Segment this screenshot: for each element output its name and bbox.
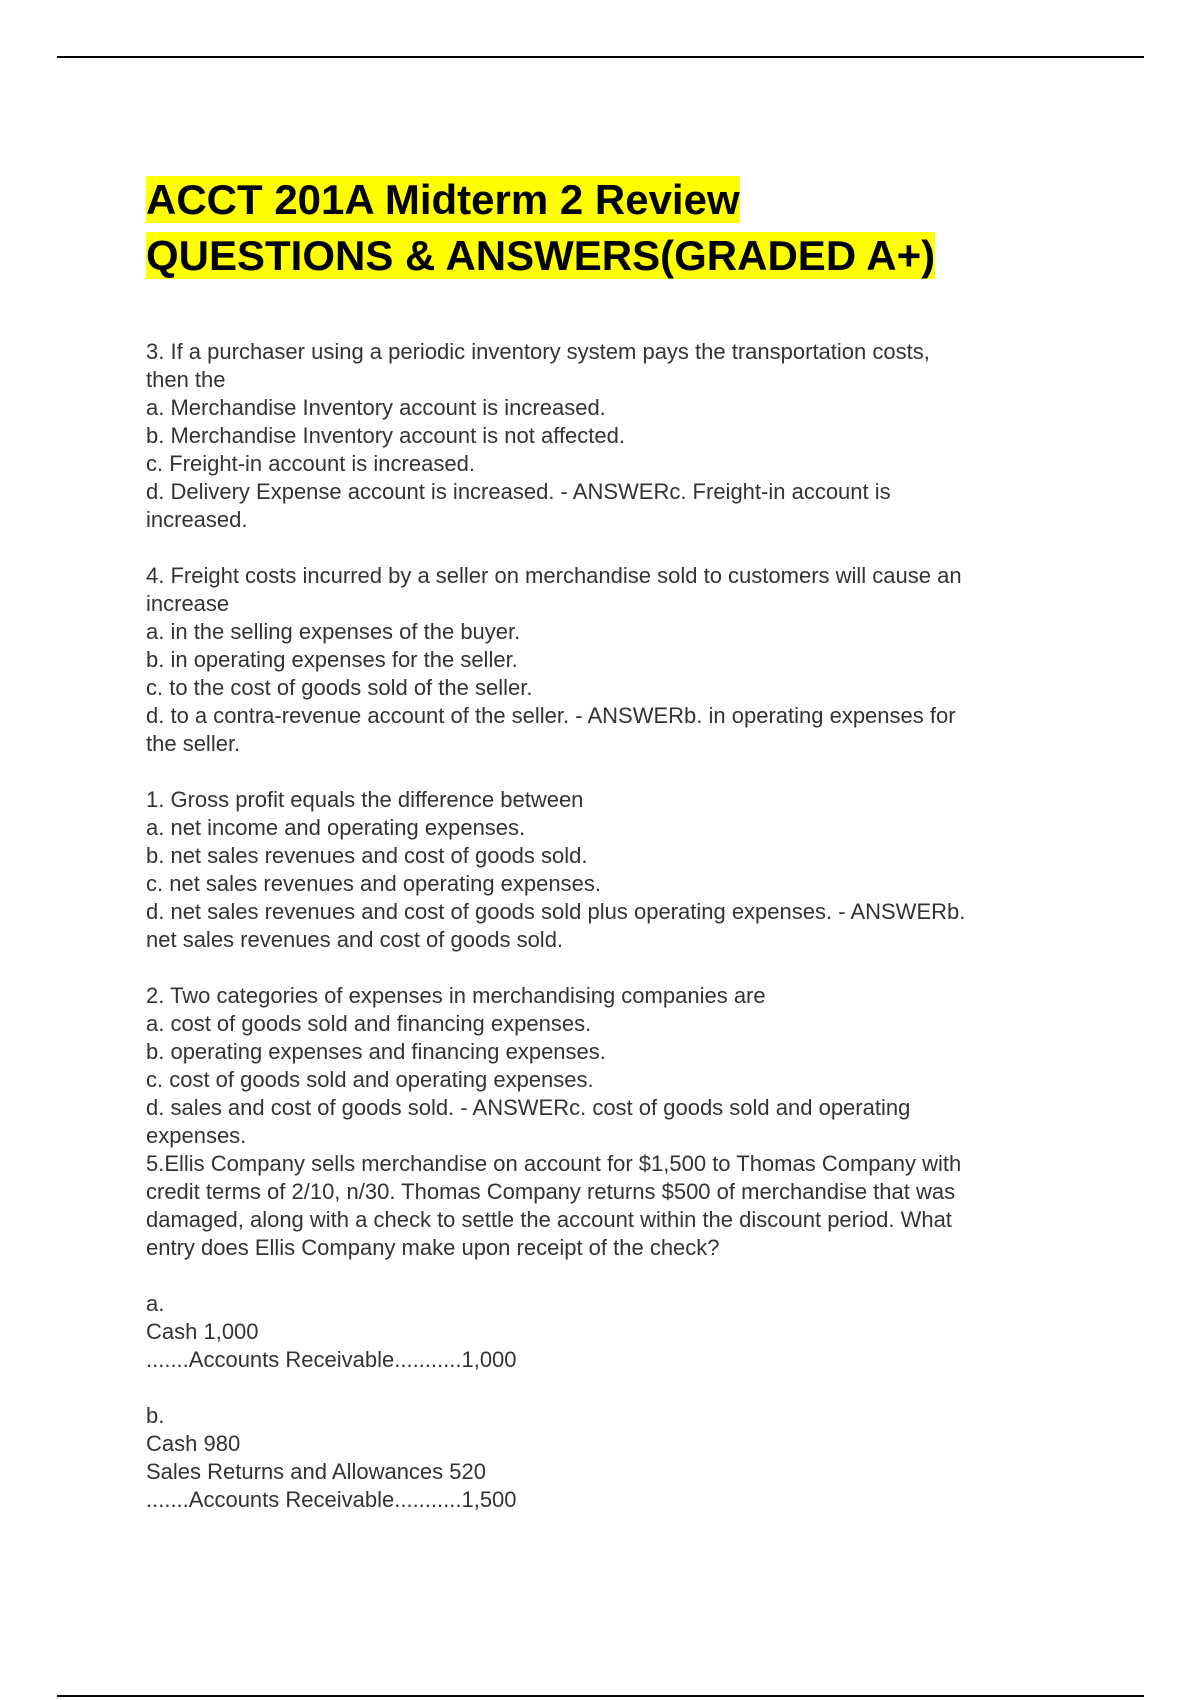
- question-3: [146, 338, 1076, 534]
- answer-option: a. net income and operating expenses.: [146, 815, 526, 840]
- answer-option: c. Freight-in account is increased.: [146, 451, 475, 476]
- answer-text: the seller.: [146, 731, 241, 756]
- answer-option: b. in operating expenses for the seller.: [146, 647, 518, 672]
- document-body: [146, 172, 1076, 1514]
- question-text: increase: [146, 591, 230, 616]
- answer-option: c. cost of goods sold and operating expenses.: [146, 1067, 594, 1092]
- option-label: b.: [146, 1403, 165, 1428]
- question-text: 1. Gross profit equals the difference between: [146, 787, 584, 812]
- question-2-and-5: [146, 982, 1076, 1262]
- question-1: [146, 786, 1076, 954]
- top-rule: [57, 56, 1144, 58]
- title-line-1: ACCT 201A Midterm 2 Review: [146, 176, 740, 223]
- answer-option: c. net sales revenues and operating expenses.: [146, 871, 601, 896]
- title-line-2: QUESTIONS & ANSWERS(GRADED A+): [146, 232, 936, 279]
- question-text: entry does Ellis Company make upon receipt of the check?: [146, 1235, 720, 1260]
- journal-line: .......Accounts Receivable...........1,500: [146, 1487, 517, 1512]
- journal-line: .......Accounts Receivable...........1,000: [146, 1347, 517, 1372]
- journal-line: Sales Returns and Allowances 520: [146, 1459, 486, 1484]
- answer-option: d. net sales revenues and cost of goods sold plus operating expenses. - ANSWERb.: [146, 899, 966, 924]
- question-text: then the: [146, 367, 226, 392]
- option-label: a.: [146, 1291, 165, 1316]
- answer-option: b. Merchandise Inventory account is not affected.: [146, 423, 625, 448]
- answer-text: net sales revenues and cost of goods sold.: [146, 927, 564, 952]
- question-text: 2. Two categories of expenses in merchandising companies are: [146, 983, 766, 1008]
- option-a-entry: [146, 1290, 1076, 1374]
- bottom-rule: [57, 1695, 1144, 1697]
- journal-line: Cash 980: [146, 1431, 241, 1456]
- answer-option: c. to the cost of goods sold of the seller.: [146, 675, 533, 700]
- question-text: 4. Freight costs incurred by a seller on merchandise sold to customers will cause an: [146, 563, 962, 588]
- question-text: 3. If a purchaser using a periodic inventory system pays the transportation costs,: [146, 339, 930, 364]
- question-text: damaged, along with a check to settle the account within the discount period. What: [146, 1207, 952, 1232]
- answer-text: increased.: [146, 507, 248, 532]
- question-text: credit terms of 2/10, n/30. Thomas Company returns $500 of merchandise that was: [146, 1179, 956, 1204]
- answer-option: b. operating expenses and financing expenses.: [146, 1039, 606, 1064]
- question-text: 5.Ellis Company sells merchandise on account for $1,500 to Thomas Company with: [146, 1151, 962, 1176]
- answer-option: d. Delivery Expense account is increased. - ANSWERc. Freight-in account is: [146, 479, 891, 504]
- answer-text: expenses.: [146, 1123, 247, 1148]
- answer-option: d. sales and cost of goods sold. - ANSWERc. cost of goods sold and operating: [146, 1095, 911, 1120]
- answer-option: d. to a contra-revenue account of the seller. - ANSWERb. in operating expenses for: [146, 703, 956, 728]
- question-4: [146, 562, 1076, 758]
- answer-option: a. Merchandise Inventory account is increased.: [146, 395, 606, 420]
- option-b-entry: [146, 1402, 1076, 1514]
- questions-list: [146, 338, 1076, 1514]
- answer-option: b. net sales revenues and cost of goods sold.: [146, 843, 588, 868]
- answer-option: a. cost of goods sold and financing expenses.: [146, 1011, 592, 1036]
- journal-line: Cash 1,000: [146, 1319, 259, 1344]
- page-title: [146, 172, 1076, 284]
- answer-option: a. in the selling expenses of the buyer.: [146, 619, 521, 644]
